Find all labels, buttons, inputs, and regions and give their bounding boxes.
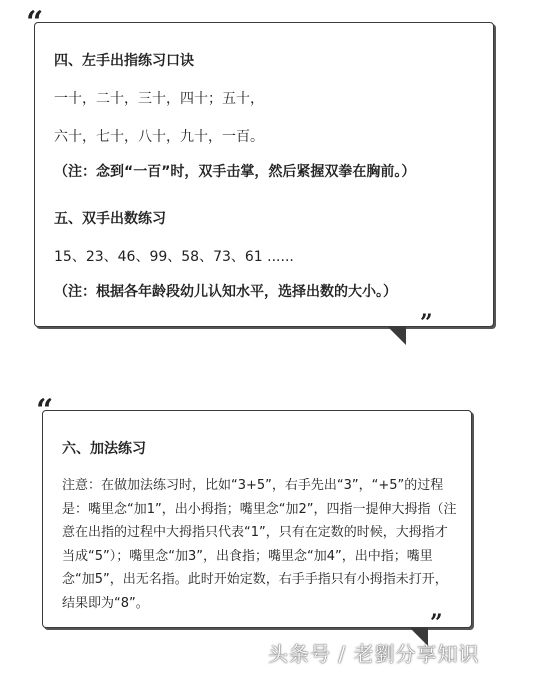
watermark: 头条号 / 老劉分享知识 <box>268 642 480 666</box>
close-quote-icon: ” <box>420 310 433 336</box>
section6-body: 注意：在做加法练习时，比如“3+5”，右手先出“3”，“+5”的过程是：嘴里念“加1”，出小拇指；嘴里念“加2”，四指一提伸大拇指（注意在出指的过程中大拇指只代表“1”，只有在定数的时候，大拇指才当成“5”）；嘴里念“加3”，出食指；嘴里念“加4”，出中指；嘴里念“加5”，出无名指。此时开始定数，右手手指只有小拇指未打开，结果即为“8”。 <box>62 478 457 611</box>
open-quote-icon: “ <box>26 5 44 40</box>
section4-line2: 六十，七十，八十，九十，一百。 <box>54 129 264 145</box>
section5-note: （注：根据各年龄段幼儿认知水平，选择出数的大小。） <box>54 284 397 300</box>
section5-title: 五、双手出数练习 <box>54 211 166 227</box>
section6-title: 六、加法练习 <box>62 441 146 457</box>
section4-title: 四、左手出指练习口诀 <box>54 53 194 69</box>
callout-tail-top <box>388 327 406 345</box>
callout-content-top <box>54 50 474 304</box>
callout-content-bottom <box>62 438 457 615</box>
section4-note: （注：念到“一百”时，双手击掌，然后紧握双拳在胸前。） <box>54 164 416 180</box>
section5-numbers: 15、23、46、99、58、73、61 ...... <box>54 249 294 265</box>
close-quote-icon: ” <box>430 610 443 636</box>
open-quote-icon: “ <box>36 393 54 428</box>
section4-line1: 一十，二十，三十，四十；五十， <box>54 91 264 107</box>
